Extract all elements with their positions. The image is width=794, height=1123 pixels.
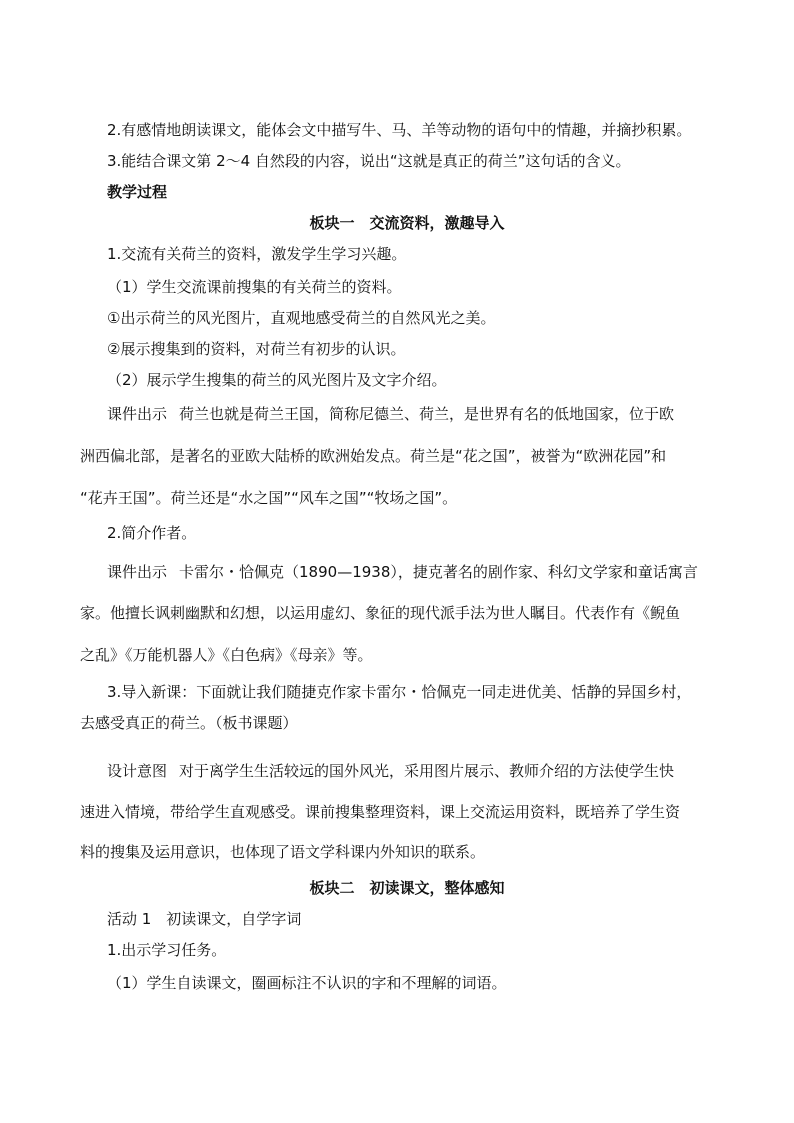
courseware-line: 课件出示 荷兰也就是荷兰王国，简称尼德兰、荷兰，是世界有名的低地国家，位于欧 xyxy=(107,405,675,423)
section-heading: 教学过程 xyxy=(107,183,168,201)
design-intent-label: 设计意图 xyxy=(107,762,168,780)
paragraph: 洲西偏北部，是著名的亚欧大陆桥的欧洲始发点。荷兰是“花之国”，被誉为“欧洲花园”和 xyxy=(80,447,667,465)
paragraph: 1.交流有关荷兰的资料，激发学生学习兴趣。 xyxy=(107,245,407,263)
objective-2: 2.有感情地朗读课文，能体会文中描写牛、马、羊等动物的语句中的情趣，并摘抄积累。 xyxy=(107,121,692,139)
objective-3: 3.能结合课文第 2～4 自然段的内容，说出“这就是真正的荷兰”这句话的含义。 xyxy=(107,152,631,170)
paragraph: “花卉王国”。荷兰还是“水之国”“风车之国”“牧场之国”。 xyxy=(80,489,458,507)
paragraph: ①出示荷兰的风光图片，直观地感受荷兰的自然风光之美。 xyxy=(107,309,496,327)
paragraph: 1.出示学习任务。 xyxy=(107,941,227,959)
paragraph: （1）学生自读课文，圈画标注不认识的字和不理解的词语。 xyxy=(107,974,507,992)
paragraph: 3.导入新课：下面就让我们随捷克作家卡雷尔・恰佩克一同走进优美、恬静的异国乡村， xyxy=(107,683,692,701)
paragraph: 去感受真正的荷兰。（板书课题） xyxy=(80,714,298,732)
block-two-title: 板块二 初读课文，整体感知 xyxy=(309,879,505,897)
courseware-label: 课件出示 xyxy=(107,405,168,423)
design-intent-line: 设计意图 对于离学生生活较远的国外风光，采用图片展示、教师介绍的方法使学生快 xyxy=(107,762,675,780)
paragraph: 料的搜集及运用意识，也体现了语文学科课内外知识的联系。 xyxy=(80,843,486,861)
paragraph: （1）学生交流课前搜集的有关荷兰的资料。 xyxy=(107,278,402,296)
paragraph: 2.简介作者。 xyxy=(107,524,197,542)
activity-heading: 活动 1 初读课文，自学字词 xyxy=(107,910,302,928)
block-one-title: 板块一 交流资料，激趣导入 xyxy=(309,214,505,232)
paragraph: 家。他擅长讽刺幽默和幻想，以运用虚幻、象征的现代派手法为世人瞩目。代表作有《鲵鱼 xyxy=(80,604,681,622)
paragraph: 之乱》《万能机器人》《白色病》《母亲》等。 xyxy=(80,646,373,664)
courseware-label: 课件出示 xyxy=(107,563,168,581)
paragraph: 速进入情境，带给学生直观感受。课前搜集整理资料，课上交流运用资料，既培养了学生资 xyxy=(80,803,681,821)
courseware-line: 课件出示 卡雷尔・恰佩克（1890—1938），捷克著名的剧作家、科幻文学家和童话寓言 xyxy=(107,563,698,581)
paragraph: （2）展示学生搜集的荷兰的风光图片及文字介绍。 xyxy=(107,371,447,389)
paragraph: ②展示搜集到的资料，对荷兰有初步的认识。 xyxy=(107,340,406,358)
